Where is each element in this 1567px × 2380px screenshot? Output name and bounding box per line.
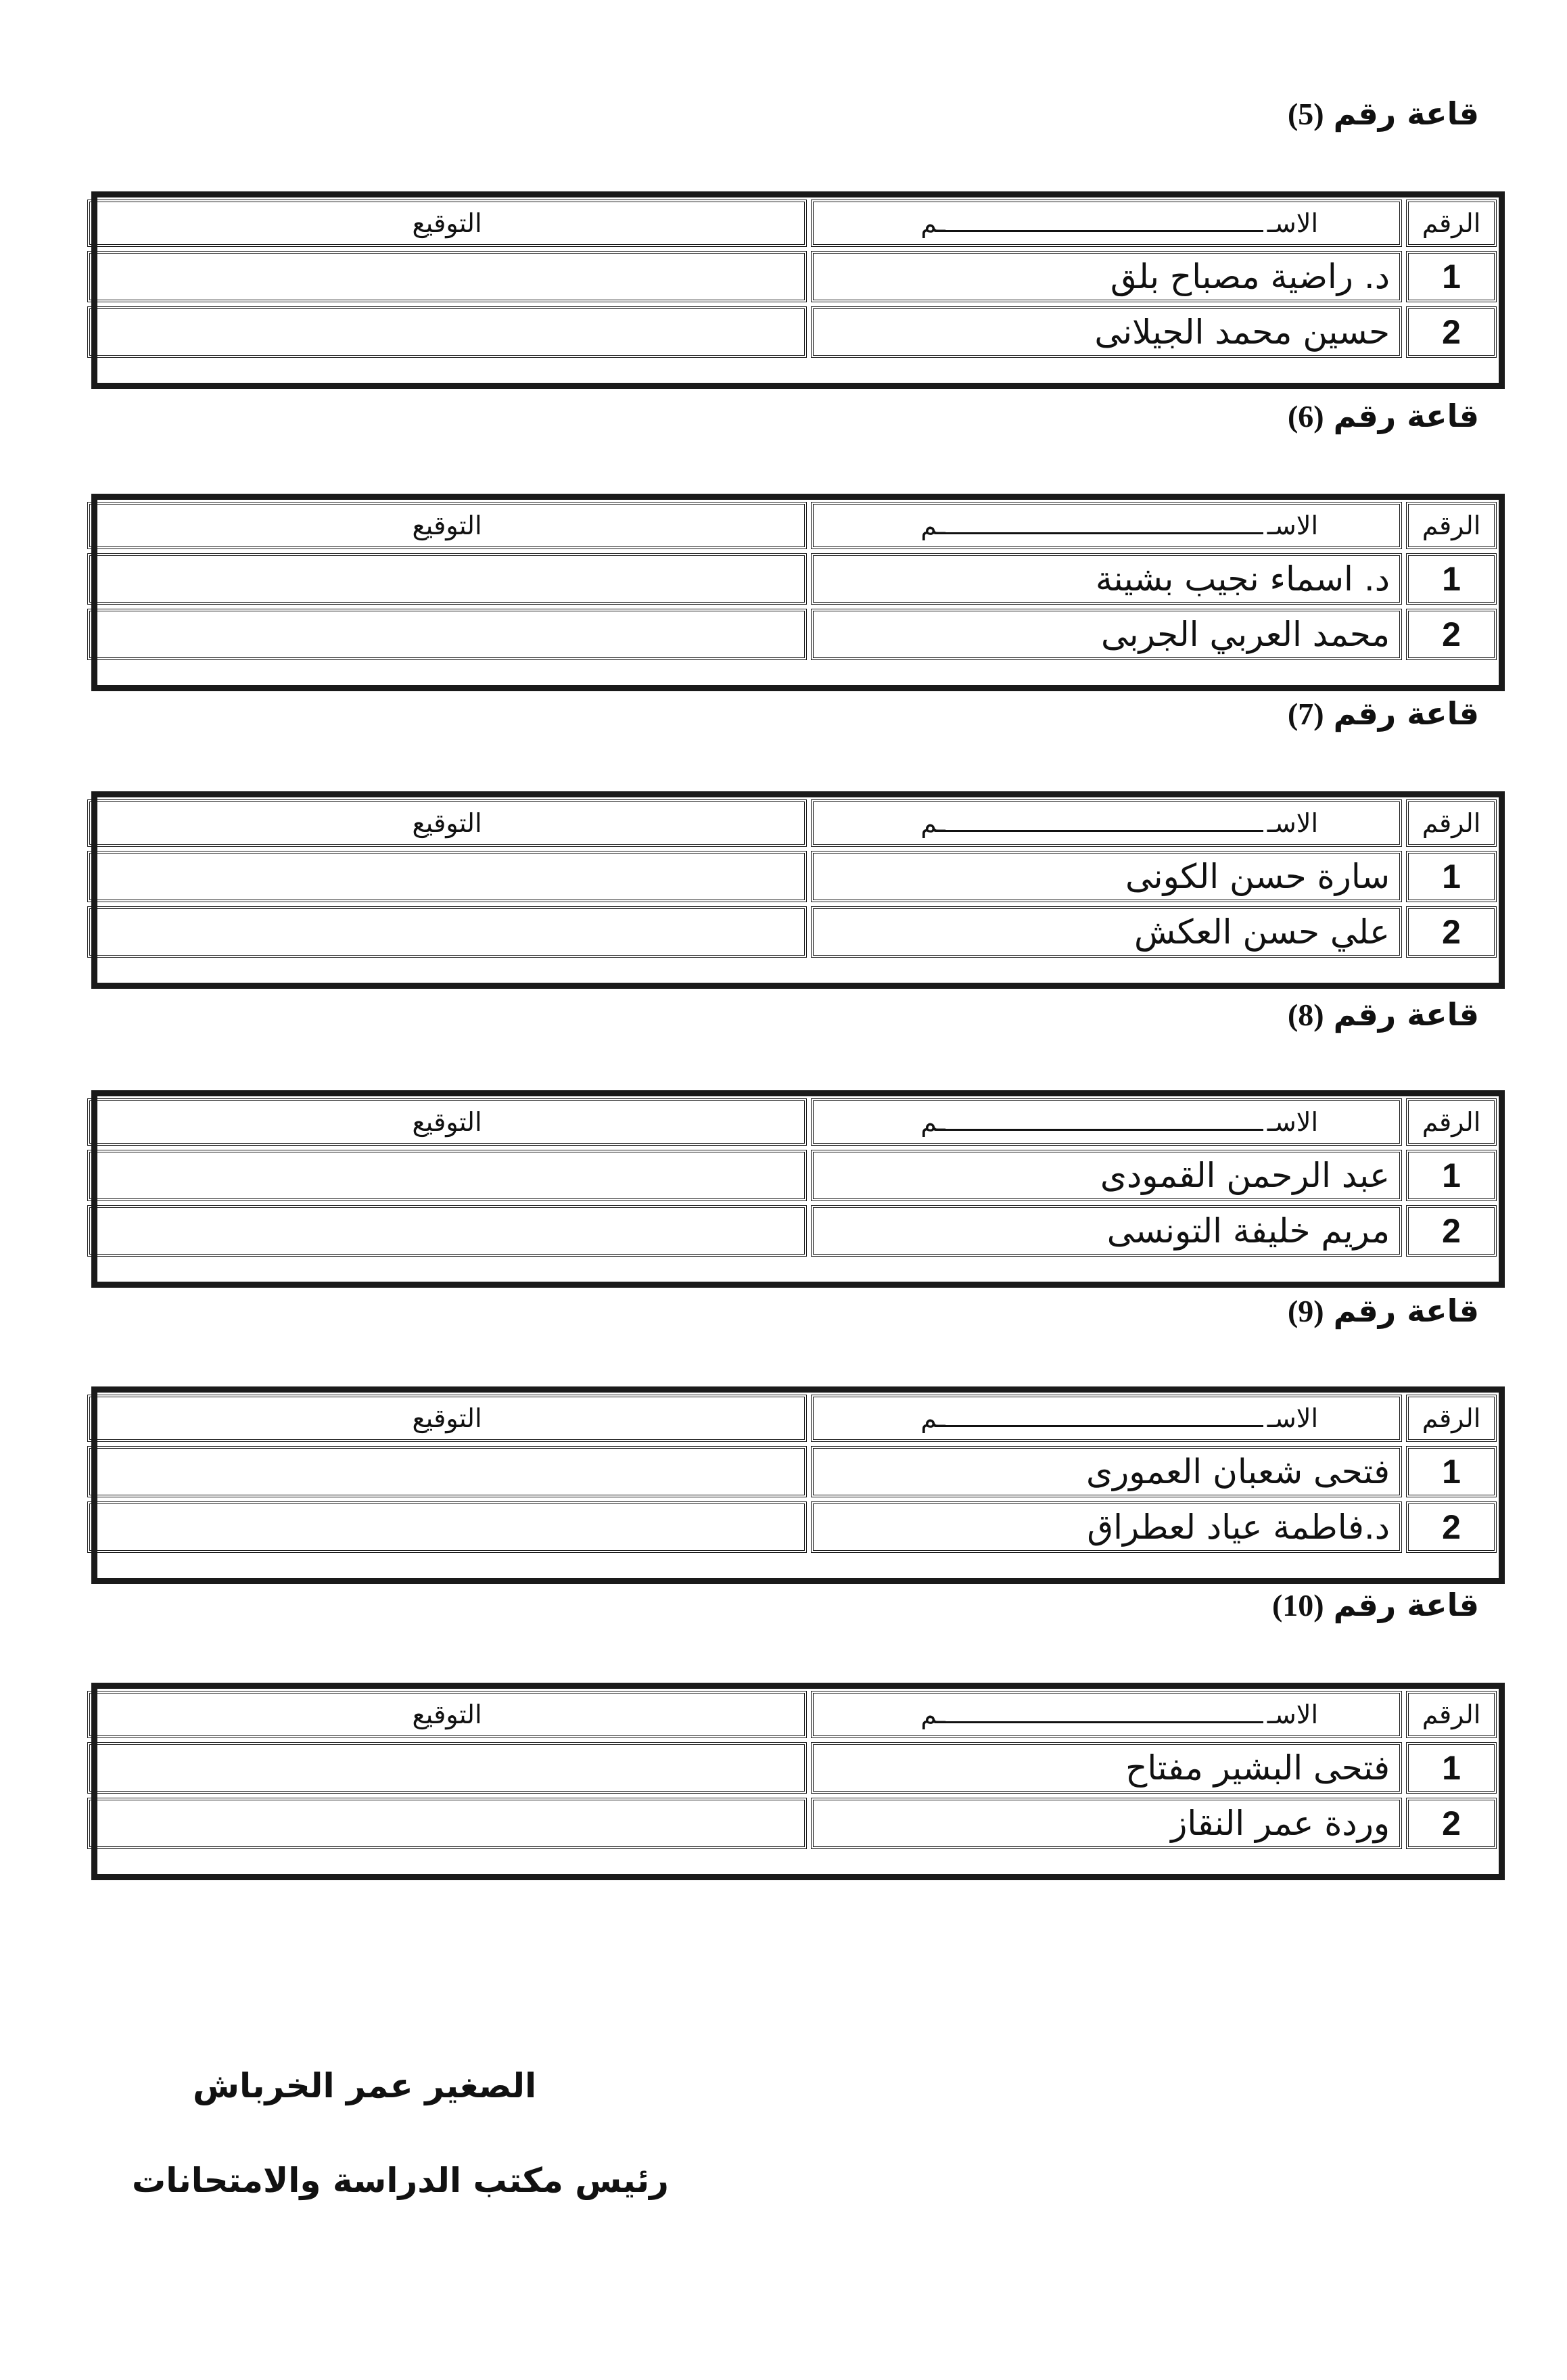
hall-label: قاعة رقم xyxy=(1333,1587,1479,1623)
row-index: 1 xyxy=(1406,1150,1497,1201)
row-name: محمد العربي الجربى xyxy=(811,609,1402,660)
header-name-rule xyxy=(945,815,1263,832)
header-number: الرقم xyxy=(1406,502,1497,549)
header-name xyxy=(811,1691,1402,1738)
header-name-tail: ـم xyxy=(920,511,945,540)
signature-cell[interactable] xyxy=(87,906,807,958)
signatory-title: رئيس مكتب الدراسة والامتحانات xyxy=(132,2161,669,2200)
row-name: حسين محمد الجيلانى xyxy=(811,306,1402,358)
row-index: 1 xyxy=(1406,251,1497,302)
row-index: 2 xyxy=(1406,1798,1497,1849)
hall-table xyxy=(91,1683,1505,1880)
row-index: 1 xyxy=(1406,1446,1497,1497)
signature-cell[interactable] xyxy=(87,1150,807,1201)
signature-cell[interactable] xyxy=(87,609,807,660)
hall-number: (10) xyxy=(1271,1588,1324,1623)
header-name-tail: ـم xyxy=(920,1107,945,1137)
row-index: 1 xyxy=(1406,553,1497,605)
header-name-rule xyxy=(945,215,1263,232)
row-index: 2 xyxy=(1406,306,1497,358)
hall-label: قاعة رقم xyxy=(1333,1292,1479,1329)
header-name-tail: ـم xyxy=(920,808,945,838)
header-name xyxy=(811,1395,1402,1442)
header-number: الرقم xyxy=(1406,1098,1497,1146)
hall-title xyxy=(1288,396,1479,437)
row-name: مريم خليفة التونسى xyxy=(811,1205,1402,1257)
row-index: 2 xyxy=(1406,1501,1497,1553)
row-name: علي حسن العكش xyxy=(811,906,1402,958)
row-index: 2 xyxy=(1406,906,1497,958)
hall-label: قاعة رقم xyxy=(1333,996,1479,1033)
header-name-rule xyxy=(945,1114,1263,1131)
header-number: الرقم xyxy=(1406,200,1497,247)
header-name-rule xyxy=(945,1410,1263,1427)
hall-title xyxy=(1288,994,1479,1035)
hall-number: (5) xyxy=(1287,97,1324,131)
hall-title xyxy=(1288,1290,1479,1332)
header-name-label: الاسـ xyxy=(1267,1107,1318,1137)
hall-label: قاعة رقم xyxy=(1333,695,1479,732)
hall-title xyxy=(1288,693,1479,734)
header-name-label: الاسـ xyxy=(1267,808,1318,838)
header-signature: التوقيع xyxy=(87,1691,807,1738)
header-number: الرقم xyxy=(1406,1395,1497,1442)
header-name-label: الاسـ xyxy=(1267,1403,1318,1433)
row-index: 1 xyxy=(1406,1742,1497,1794)
row-name: فتحى شعبان العمورى xyxy=(811,1446,1402,1497)
signatory-name: الصغير عمر الخرباش xyxy=(193,2066,537,2105)
header-signature: التوقيع xyxy=(87,799,807,847)
hall-label: قاعة رقم xyxy=(1333,95,1479,132)
signature-cell[interactable] xyxy=(87,1798,807,1849)
row-name: فتحى البشير مفتاح xyxy=(811,1742,1402,1794)
hall-number: (7) xyxy=(1287,697,1324,731)
row-index: 2 xyxy=(1406,1205,1497,1257)
hall-title xyxy=(1272,1585,1479,1626)
header-name xyxy=(811,200,1402,247)
header-number: الرقم xyxy=(1406,799,1497,847)
header-name-rule xyxy=(945,517,1263,534)
hall-table xyxy=(91,791,1505,989)
hall-table xyxy=(91,1090,1505,1288)
header-name-label: الاسـ xyxy=(1267,208,1318,238)
row-index: 1 xyxy=(1406,851,1497,902)
header-name xyxy=(811,1098,1402,1146)
hall-label: قاعة رقم xyxy=(1333,398,1479,434)
signature-cell[interactable] xyxy=(87,251,807,302)
hall-number: (6) xyxy=(1287,399,1324,434)
header-signature: التوقيع xyxy=(87,200,807,247)
header-name-tail: ـم xyxy=(920,1403,945,1433)
header-name xyxy=(811,799,1402,847)
row-name: د. اسماء نجيب بشينة xyxy=(811,553,1402,605)
hall-number: (8) xyxy=(1287,998,1324,1032)
hall-title xyxy=(1288,93,1479,135)
signature-cell[interactable] xyxy=(87,1501,807,1553)
header-name-label: الاسـ xyxy=(1267,1700,1318,1729)
header-name-tail: ـم xyxy=(920,208,945,238)
hall-table xyxy=(91,1386,1505,1584)
header-signature: التوقيع xyxy=(87,502,807,549)
row-name: وردة عمر النقاز xyxy=(811,1798,1402,1849)
row-name: عبد الرحمن القمودى xyxy=(811,1150,1402,1201)
hall-table xyxy=(91,191,1505,389)
signature-cell[interactable] xyxy=(87,1742,807,1794)
header-signature: التوقيع xyxy=(87,1395,807,1442)
signature-cell[interactable] xyxy=(87,306,807,358)
row-name: د.فاطمة عياد لعطراق xyxy=(811,1501,1402,1553)
hall-table xyxy=(91,494,1505,691)
signature-cell[interactable] xyxy=(87,1446,807,1497)
signature-cell[interactable] xyxy=(87,1205,807,1257)
header-name-rule xyxy=(945,1706,1263,1723)
hall-number: (9) xyxy=(1287,1294,1324,1328)
row-name: د. راضية مصباح بلق xyxy=(811,251,1402,302)
signature-cell[interactable] xyxy=(87,851,807,902)
signature-cell[interactable] xyxy=(87,553,807,605)
header-name-label: الاسـ xyxy=(1267,511,1318,540)
header-signature: التوقيع xyxy=(87,1098,807,1146)
header-name-tail: ـم xyxy=(920,1700,945,1729)
row-index: 2 xyxy=(1406,609,1497,660)
row-name: سارة حسن الكونى xyxy=(811,851,1402,902)
header-number: الرقم xyxy=(1406,1691,1497,1738)
header-name xyxy=(811,502,1402,549)
